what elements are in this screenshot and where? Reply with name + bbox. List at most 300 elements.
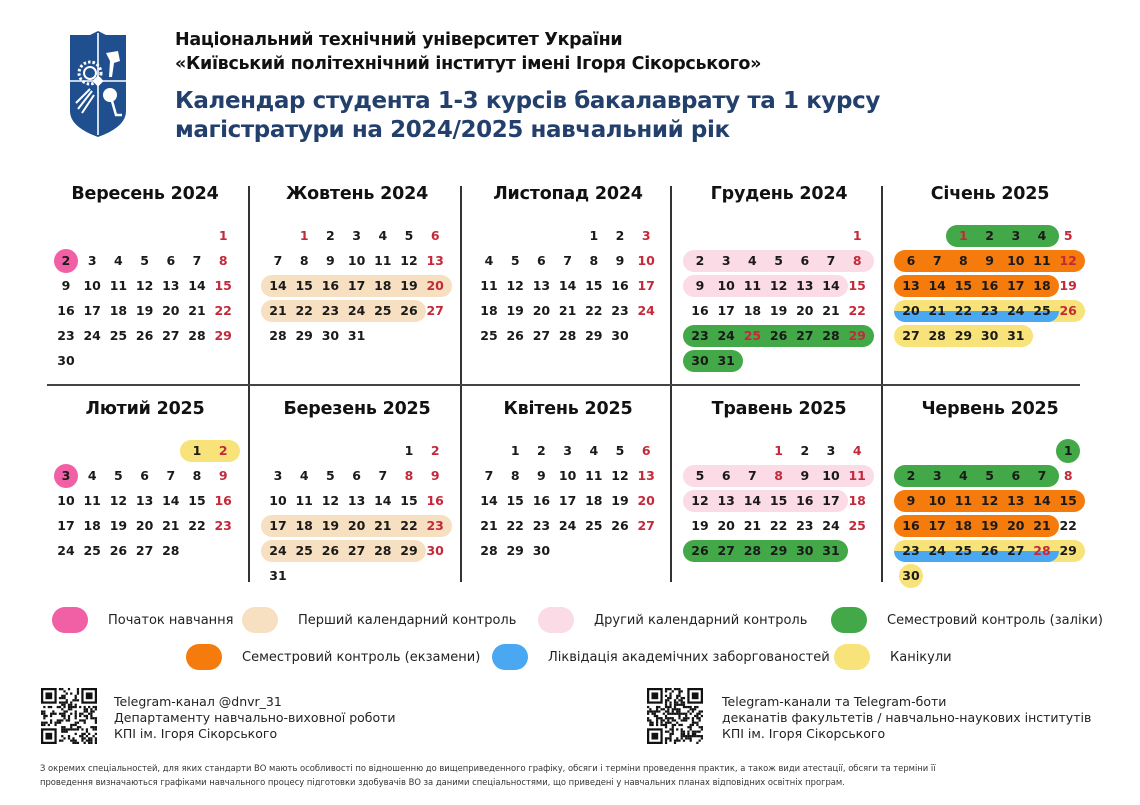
calendar-day: 22	[848, 303, 866, 318]
calendar-day: 2	[326, 228, 335, 243]
calendar-day: 30	[57, 353, 75, 368]
calendar-day: 9	[218, 468, 228, 483]
calendar-day: 15	[214, 278, 232, 293]
month-title: Червень 2025	[921, 399, 1059, 419]
calendar-day: 6	[140, 468, 149, 483]
calendar-day: 4	[852, 443, 862, 458]
month-calendar	[40, 395, 250, 595]
calendar-day: 24	[347, 303, 366, 318]
calendar-day: 6	[430, 228, 440, 243]
calendar-day: 20	[347, 518, 366, 533]
calendar-day: 30	[426, 543, 444, 558]
calendar-day: 4	[299, 468, 309, 483]
legend-item-exams	[186, 644, 480, 670]
calendar-day: 29	[214, 328, 232, 343]
university-line-2: «Київський політехнічний інститут імені Ігоря Сікорського»	[175, 54, 762, 74]
calendar-day: 30	[611, 328, 629, 343]
month-title: Квітень 2025	[503, 399, 633, 419]
calendar-day: 31	[347, 328, 366, 343]
calendar-day: 3	[721, 253, 731, 268]
calendar-day: 17	[637, 278, 655, 293]
calendar-day: 2	[985, 228, 994, 243]
calendar-day: 6	[800, 253, 810, 268]
calendar-day: 24	[57, 543, 75, 558]
calendar-day: 5	[510, 253, 520, 268]
calendar-day: 14	[162, 493, 180, 508]
calendar-day: 13	[637, 468, 655, 483]
calendar-day: 11	[743, 278, 762, 293]
calendar-day: 7	[1037, 468, 1047, 483]
calendar-day: 16	[796, 493, 814, 508]
calendar-day: 16	[321, 278, 340, 293]
calendar-day: 1	[1063, 443, 1073, 458]
calendar-day: 6	[352, 468, 361, 483]
calendar-day: 22	[506, 518, 524, 533]
calendar-day: 29	[585, 328, 603, 343]
calendar-day: 26	[611, 518, 629, 533]
month-calendar	[674, 180, 884, 380]
calendar-day: 13	[347, 493, 366, 508]
calendar-day: 22	[188, 518, 206, 533]
calendar-day: 23	[214, 518, 232, 533]
calendar-day: 14	[558, 278, 577, 293]
month-calendar	[885, 395, 1095, 595]
calendar-day: 10	[822, 468, 840, 483]
calendar-day: 25	[480, 328, 498, 343]
calendar-day: 25	[954, 543, 973, 558]
calendar-day: 8	[589, 253, 599, 268]
calendar-day: 18	[374, 278, 392, 293]
calendar-day: 20	[637, 493, 655, 508]
calendar-day: 6	[1011, 468, 1021, 483]
calendar-day: 10	[717, 278, 735, 293]
calendar-day: 22	[400, 518, 418, 533]
calendar-day: 7	[378, 468, 388, 483]
telegram-org: КПІ ім. Ігоря Сікорського	[722, 726, 886, 741]
calendar-day: 27	[1007, 543, 1025, 558]
calendar-day: 16	[980, 278, 999, 293]
calendar-day: 24	[1007, 303, 1025, 318]
calendar-day: 3	[87, 253, 97, 268]
calendar-day: 27	[426, 303, 444, 318]
calendar-day: 8	[774, 468, 783, 483]
calendar-day: 17	[928, 518, 946, 533]
legend-swatch	[242, 607, 278, 633]
calendar-day: 5	[615, 443, 625, 458]
calendar-day: 1	[218, 228, 228, 243]
calendar-day: 21	[1033, 518, 1051, 533]
legend-label: Ліквідація академічних заборгованостей	[548, 649, 830, 665]
calendar-day: 21	[928, 303, 946, 318]
calendar-day: 4	[114, 253, 123, 268]
month-calendar	[463, 180, 673, 380]
calendar-day: 17	[83, 303, 101, 318]
calendar-day: 2	[61, 253, 71, 268]
calendar-day: 24	[637, 303, 655, 318]
calendar-day: 26	[400, 303, 418, 318]
calendar-day: 25	[295, 543, 313, 558]
calendar-day: 6	[721, 468, 731, 483]
calendar-day: 4	[589, 443, 599, 458]
calendar-day: 18	[480, 303, 498, 318]
calendar-day: 25	[1033, 303, 1051, 318]
calendar-day: 5	[114, 468, 123, 483]
telegram-channel-link[interactable]: Telegram-канал @dnvr_31	[114, 694, 282, 709]
calendar-day: 25	[848, 518, 866, 533]
calendar-day: 3	[352, 228, 361, 243]
calendar-day: 23	[532, 518, 551, 533]
legend-label: Семестровий контроль (екзамени)	[242, 649, 481, 665]
calendar-day: 1	[589, 228, 599, 243]
calendar-day: 20	[135, 518, 154, 533]
calendar-day: 10	[558, 468, 577, 483]
calendar-day: 20	[532, 303, 551, 318]
calendar-day: 15	[769, 493, 788, 508]
calendar-day: 23	[902, 543, 920, 558]
calendar-day: 5	[1063, 228, 1073, 243]
calendar-day: 18	[1033, 278, 1051, 293]
calendar-day: 24	[928, 543, 946, 558]
calendar-day: 5	[404, 228, 414, 243]
month-calendar	[885, 180, 1095, 380]
calendar-day: 23	[796, 518, 814, 533]
calendar-day: 27	[532, 328, 551, 343]
calendar-day: 2	[430, 443, 440, 458]
calendar-day: 7	[166, 468, 176, 483]
calendar-day: 11	[1033, 253, 1051, 268]
qr-code-icon	[41, 688, 97, 744]
calendar-day: 15	[848, 278, 866, 293]
telegram-dept: Департаменту навчально-виховної роботи	[114, 710, 396, 725]
calendar-day: 9	[615, 253, 625, 268]
calendar-day: 8	[404, 468, 414, 483]
month-title: Вересень 2024	[71, 184, 219, 204]
calendar-day: 21	[743, 518, 762, 533]
legend-swatch	[52, 607, 88, 633]
calendar-day: 9	[537, 468, 546, 483]
calendar-day: 22	[295, 303, 313, 318]
calendar-day: 14	[928, 278, 946, 293]
calendar-day: 9	[61, 278, 71, 293]
legend-swatch	[834, 644, 870, 670]
calendar-day: 8	[299, 253, 309, 268]
calendar-day: 5	[140, 253, 149, 268]
calendar-day: 4	[484, 253, 494, 268]
calendar-day: 15	[506, 493, 524, 508]
calendar-day: 12	[611, 468, 629, 483]
legend-swatch	[186, 644, 222, 670]
legend-label: Перший календарний контроль	[298, 612, 517, 628]
calendar-day: 14	[188, 278, 206, 293]
calendar-day: 10	[637, 253, 655, 268]
calendar-day: 2	[906, 468, 916, 483]
calendar-day: 29	[506, 543, 524, 558]
calendar-day: 27	[796, 328, 814, 343]
month-title: Травень 2025	[711, 399, 847, 419]
calendar-day: 2	[800, 443, 810, 458]
calendar-day: 28	[928, 328, 946, 343]
month-calendar	[463, 395, 673, 595]
legend-item-first-control	[242, 607, 516, 633]
calendar-day: 27	[902, 328, 920, 343]
calendar-day: 24	[558, 518, 577, 533]
telegram-info-left	[114, 694, 396, 742]
calendar-day: 23	[980, 303, 999, 318]
calendar-day: 17	[717, 303, 735, 318]
calendar-day: 2	[615, 228, 625, 243]
calendar-day: 23	[691, 328, 709, 343]
calendar-day: 13	[162, 278, 180, 293]
calendar-day: 28	[188, 328, 206, 343]
calendar-day: 13	[135, 493, 154, 508]
telegram-org: КПІ ім. Ігоря Сікорського	[114, 726, 278, 741]
calendar-day: 5	[985, 468, 994, 483]
telegram-info-right	[722, 694, 1091, 742]
calendar-day: 10	[347, 253, 366, 268]
calendar-day: 14	[743, 493, 762, 508]
calendar-day: 15	[585, 278, 603, 293]
calendar-day: 25	[743, 328, 762, 343]
calendar-day: 9	[326, 253, 335, 268]
calendar-day: 16	[902, 518, 920, 533]
calendar-day: 26	[321, 543, 340, 558]
legend-item-second-control	[538, 607, 807, 633]
footnote	[40, 761, 1100, 789]
calendar-day: 3	[826, 443, 836, 458]
calendar-day: 28	[822, 328, 840, 343]
calendar-day: 31	[717, 353, 735, 368]
legend-swatch	[492, 644, 528, 670]
calendar-day: 22	[769, 518, 788, 533]
calendar-day: 1	[192, 443, 202, 458]
calendar-day: 30	[691, 353, 709, 368]
calendar-day: 19	[769, 303, 788, 318]
calendar-day: 19	[135, 303, 154, 318]
calendar-day: 19	[321, 518, 340, 533]
calendar-day: 9	[906, 493, 916, 508]
calendar-day: 8	[192, 468, 202, 483]
calendar-day: 9	[430, 468, 440, 483]
calendar-day: 17	[558, 493, 577, 508]
calendar-day: 15	[188, 493, 206, 508]
calendar-day: 9	[800, 468, 810, 483]
calendar-day: 11	[585, 468, 603, 483]
calendar-day: 25	[374, 303, 392, 318]
calendar-day: 15	[954, 278, 973, 293]
calendar-day: 29	[848, 328, 866, 343]
calendar-day: 16	[532, 493, 551, 508]
month-title: Листопад 2024	[493, 184, 643, 204]
calendar-day: 18	[109, 303, 128, 318]
calendar-day: 8	[852, 253, 862, 268]
calendar-day: 3	[641, 228, 651, 243]
calendar-day: 25	[83, 543, 101, 558]
calendar-day: 4	[1037, 228, 1047, 243]
calendar-day: 1	[852, 228, 862, 243]
calendar-day: 7	[826, 253, 836, 268]
legend-item-credits	[831, 607, 1103, 633]
calendar-day: 23	[321, 303, 340, 318]
calendar-day: 12	[135, 278, 154, 293]
calendar-day: 26	[109, 543, 128, 558]
calendar-day: 21	[558, 303, 577, 318]
calendar-day: 3	[273, 468, 283, 483]
calendar-day: 29	[1059, 543, 1077, 558]
legend-label: Семестровий контроль (заліки)	[887, 612, 1103, 628]
calendar-day: 18	[848, 493, 866, 508]
month-title: Березень 2025	[283, 399, 431, 419]
calendar-day: 19	[506, 303, 524, 318]
calendar-day: 12	[109, 493, 128, 508]
calendar-day: 9	[985, 253, 994, 268]
calendar-day: 27	[135, 543, 154, 558]
calendar-day: 22	[214, 303, 232, 318]
calendar-day: 3	[932, 468, 942, 483]
legend-item-holidays	[834, 644, 952, 670]
calendar-day: 20	[717, 518, 735, 533]
calendar-day: 14	[374, 493, 392, 508]
calendar-day: 6	[537, 253, 546, 268]
calendar-day: 31	[269, 568, 287, 583]
legend-label: Другий календарний контроль	[594, 612, 808, 628]
title-line-1: Календар студента 1-3 курсів бакалаврату та 1 курсу	[175, 88, 880, 114]
calendar-day: 6	[906, 253, 916, 268]
legend-item-start	[52, 607, 233, 633]
calendar-day: 6	[166, 253, 176, 268]
calendar-day: 10	[928, 493, 946, 508]
calendar-day: 7	[932, 253, 942, 268]
month-calendar	[40, 180, 250, 380]
page-title	[175, 87, 880, 145]
calendar-day: 25	[109, 328, 128, 343]
calendar-day: 1	[510, 443, 520, 458]
calendar-day: 10	[83, 278, 101, 293]
calendar-day: 14	[1033, 493, 1051, 508]
calendar-day: 10	[1007, 253, 1025, 268]
calendar-day: 11	[374, 253, 392, 268]
calendar-day: 23	[57, 328, 75, 343]
calendar-day: 16	[691, 303, 709, 318]
calendar-day: 23	[426, 518, 444, 533]
calendar-day: 16	[426, 493, 444, 508]
kpi-shield-logo-icon	[68, 31, 128, 137]
calendar-day: 26	[506, 328, 524, 343]
calendar-day: 7	[192, 253, 202, 268]
month-calendar	[674, 395, 884, 595]
calendar-day: 26	[1059, 303, 1077, 318]
calendar-day: 21	[188, 303, 206, 318]
calendar-day: 4	[959, 468, 968, 483]
calendar-day: 8	[1063, 468, 1073, 483]
calendar-day: 27	[637, 518, 655, 533]
calendar-day: 13	[426, 253, 444, 268]
calendar-day: 7	[563, 253, 572, 268]
month-title: Жовтень 2024	[285, 184, 429, 204]
calendar-day: 26	[135, 328, 154, 343]
divider	[47, 384, 1080, 386]
telegram-channels-link[interactable]: Telegram-канали та Telegram-боти	[722, 694, 947, 709]
university-line-1: Національний технічний університет України	[175, 30, 623, 50]
calendar-day: 23	[611, 303, 629, 318]
calendar-day: 1	[959, 228, 968, 243]
calendar-day: 29	[400, 543, 418, 558]
calendar-day: 29	[954, 328, 973, 343]
month-title: Січень 2025	[930, 184, 1050, 204]
calendar-day: 22	[585, 303, 603, 318]
calendar-day: 16	[611, 278, 629, 293]
calendar-day: 21	[162, 518, 180, 533]
calendar-day: 5	[695, 468, 705, 483]
calendar-day: 27	[717, 543, 735, 558]
calendar-day: 30	[321, 328, 340, 343]
calendar-day: 13	[902, 278, 920, 293]
calendar-day: 13	[717, 493, 735, 508]
calendar-day: 31	[1007, 328, 1025, 343]
calendar-day: 8	[218, 253, 228, 268]
calendar-day: 12	[769, 278, 788, 293]
calendar-day: 4	[748, 253, 757, 268]
calendar-day: 15	[1059, 493, 1077, 508]
calendar-day: 24	[83, 328, 101, 343]
calendar-day: 12	[1059, 253, 1077, 268]
calendar-day: 18	[295, 518, 313, 533]
calendar-day: 7	[484, 468, 494, 483]
calendar-day: 26	[691, 543, 709, 558]
month-calendar	[252, 395, 462, 595]
calendar-day: 14	[480, 493, 498, 508]
calendar-day: 1	[299, 228, 309, 243]
calendar-day: 14	[822, 278, 840, 293]
month-title: Лютий 2025	[85, 399, 205, 419]
calendar-day: 28	[743, 543, 762, 558]
calendar-day: 26	[980, 543, 999, 558]
calendar-day: 2	[537, 443, 546, 458]
legend-label: Канікули	[890, 649, 952, 665]
calendar-day: 24	[269, 543, 287, 558]
calendar-day: 12	[506, 278, 524, 293]
calendar-day: 28	[162, 543, 180, 558]
calendar-day: 21	[374, 518, 392, 533]
legend-swatch	[538, 607, 574, 633]
calendar-day: 3	[563, 443, 572, 458]
telegram-deans: деканатів факультетів / навчально-наукових інститутів	[722, 710, 1092, 725]
calendar-day: 10	[57, 493, 75, 508]
legend-item-debts	[492, 644, 830, 670]
calendar-day: 14	[269, 278, 287, 293]
footnote-line-1: З окремих спеціальностей, для яких стандарти ВО мають особливості по відношенню до вищеприведенного графіку, обсяги і терміни проведення практик, а також види атестації, обсяги та терміни її	[40, 763, 936, 773]
calendar-day: 27	[162, 328, 180, 343]
calendar-day: 4	[87, 468, 97, 483]
calendar-day: 13	[1007, 493, 1025, 508]
calendar-day: 9	[695, 278, 705, 293]
calendar-day: 8	[959, 253, 968, 268]
calendar-day: 21	[822, 303, 840, 318]
calendar-day: 17	[822, 493, 840, 508]
calendar-day: 5	[326, 468, 335, 483]
calendar-day: 30	[796, 543, 814, 558]
calendar-day: 5	[774, 253, 783, 268]
calendar-day: 13	[532, 278, 551, 293]
calendar-day: 24	[822, 518, 840, 533]
calendar-day: 10	[269, 493, 287, 508]
footnote-line-2: проведення визначаються графіками навчального процесу підготовки здобувачів ВО за даними спеціальностями, що приведені у навчальних планах відповідних освітніх програм.	[40, 777, 845, 787]
calendar-day: 12	[400, 253, 418, 268]
calendar-day: 29	[295, 328, 313, 343]
calendar-day: 25	[585, 518, 603, 533]
calendar-day: 11	[954, 493, 973, 508]
calendar-day: 22	[1059, 518, 1077, 533]
calendar-day: 11	[295, 493, 313, 508]
